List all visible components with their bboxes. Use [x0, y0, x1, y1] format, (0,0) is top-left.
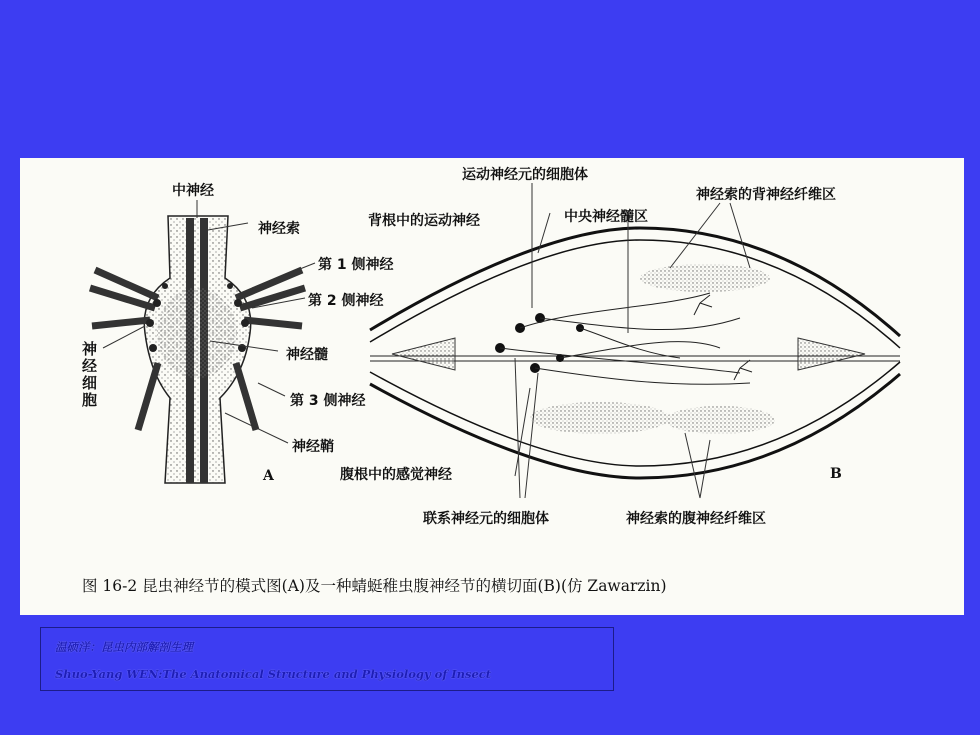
- label-neuropil: 神经髓: [286, 347, 328, 363]
- label-motor-cell-body: 运动神经元的细胞体: [462, 167, 588, 183]
- label-dorsal-fiber-area: 神经索的背神经纤维区: [696, 187, 836, 203]
- label-middle-nerve: 中神经: [172, 183, 214, 199]
- label-lateral-nerve-1: 第 1 侧神经: [318, 257, 394, 273]
- label-ventral-sensory-nerve: 腹根中的感觉神经: [340, 467, 452, 483]
- label-central-neuropil: 中央神经髓区: [564, 209, 648, 225]
- label-lateral-nerve-2: 第 2 侧神经: [308, 293, 384, 309]
- ganglion-diagram: [20, 158, 964, 615]
- figure-caption: 图 16-2 昆虫神经节的模式图(A)及一种蜻蜓稚虫腹神经节的横切面(B)(仿 Zawarzin): [82, 577, 667, 595]
- label-association-cell-body: 联系神经元的细胞体: [423, 511, 549, 527]
- label-nerve-cells: 神经细胞: [82, 340, 98, 409]
- label-lateral-nerve-3: 第 3 侧神经: [290, 393, 366, 409]
- credit-author-line: 温硕洋：昆虫内部解剖生理: [55, 640, 193, 654]
- panel-a-label: A: [263, 468, 274, 484]
- label-dorsal-motor-nerve: 背根中的运动神经: [368, 213, 480, 229]
- ganglion-a-drawing: [90, 200, 315, 483]
- figure-panel: [20, 158, 964, 615]
- panel-b-label: B: [830, 466, 842, 482]
- credit-box: [40, 627, 614, 691]
- label-neurilemma: 神经鞘: [292, 439, 334, 455]
- credit-title-line: Shuo-Yang WEN:The Anatomical Structure and Physiology of Insect: [55, 667, 492, 681]
- label-ventral-fiber-area: 神经索的腹神经纤维区: [626, 511, 766, 527]
- label-nerve-cord: 神经索: [258, 221, 300, 237]
- cross-section-b-drawing: [370, 183, 900, 498]
